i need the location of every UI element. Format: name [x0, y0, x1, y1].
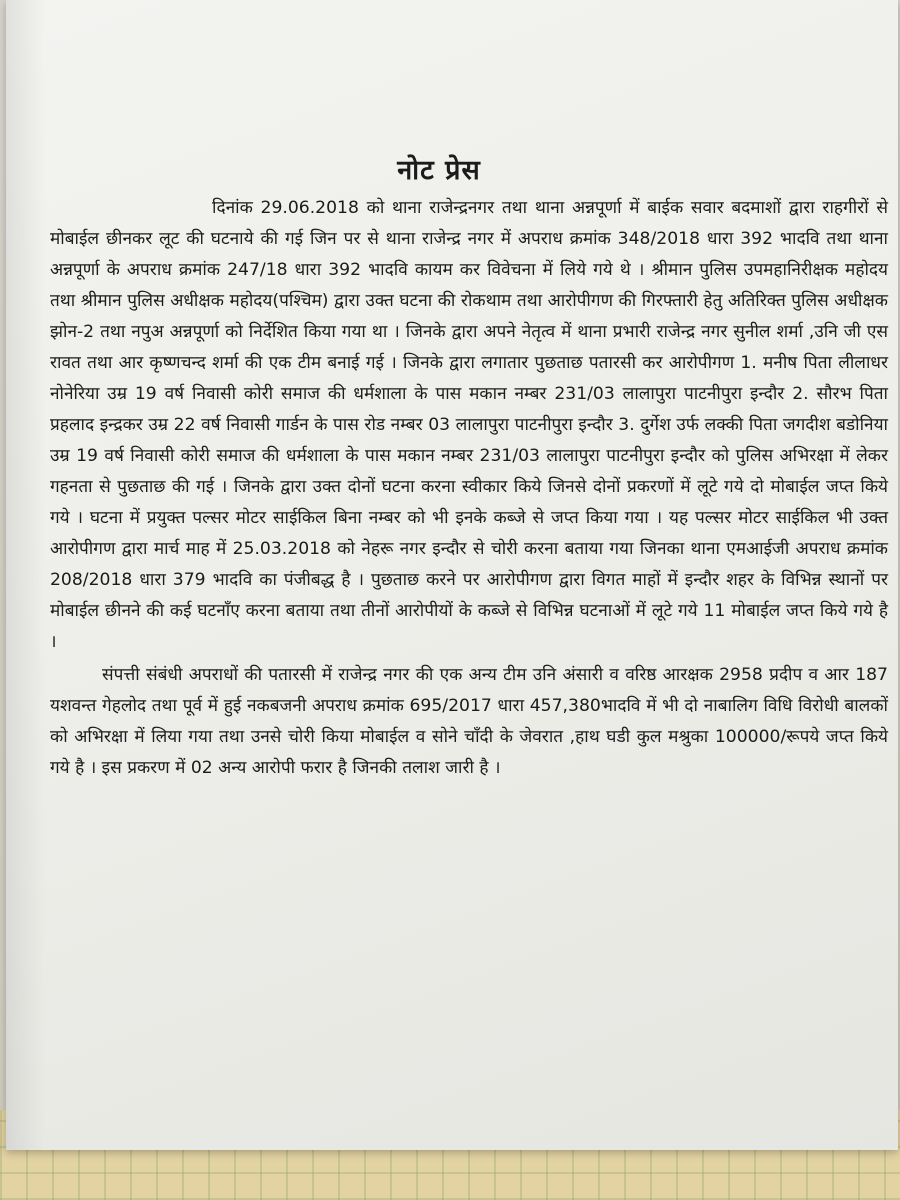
document-title: नोट प्रेस [397, 155, 481, 186]
paper-shadow [6, 0, 46, 1150]
press-note [50, 150, 888, 784]
paragraph-2: संपत्ती संबंधी अपराधों की पतारसी में राजेन्द्र नगर की एक अन्य टीम उनि अंसारी व वरिष्ठ आरक्षक 2958 प्रदीप व आर 187 यशवन्त गेहलोद तथा पूर्व में हुई नकबजनी अपराध क्रमांक 695/2017 धारा 457,380भादवि में भी दो नाबालिग विधि विरोधी बालकों को अभिरक्षा में लिया गया तथा उनसे चोरी किया मोबाईल व सोने चाँदी के जेवरात ,हाथ घडी कुल मश्रुका 100000/रूपये जप्त किये गये है । इस प्रकरण में 02 अन्य आरोपी फरार है जिनकी तलाश जारी है । [50, 665, 888, 778]
paragraph-1: दिनांक 29.06.2018 को थाना राजेन्द्रनगर तथा थाना अन्नपूर्णा में बाईक सवार बदमाशों द्वारा राहगीरों से मोबाईल छीनकर लूट की घटनाये की गई जिन पर से थाना राजेन्द्र नगर में अपराध क्रमांक 348/2018 धारा 392 भादवि तथा थाना अन्नपूर्णा के अपराध क्रमांक 247/18 धारा 392 भादवि कायम कर विवेचना में लिये गये थे । श्रीमान पुलिस उपमहानिरीक्षक महोदय तथा श्रीमान पुलिस अधीक्षक महोदय(पश्चिम) द्वारा उक्त घटना की रोकथाम तथा आरोपीगण की गिरफ्तारी हेतु अतिरिक्त पुलिस अधीक्षक झोन-2 तथा नपुअ अन्नपूर्णा को निर्देशित किया गया था । जिनके द्वारा अपने नेतृत्व में थाना प्रभारी राजेन्द्र नगर सुनील शर्मा ,उनि जी एस रावत तथा आर कृष्णचन्द शर्मा की एक टीम बनाई गई । जिनके द्वारा लगातार पुछताछ पतारसी कर आरोपीगण 1. मनीष पिता लीलाधर नोनेरिया उम्र 19 वर्ष निवासी कोरी समाज की धर्मशाला के पास मकान नम्बर 231/03 लालापुरा पाटनीपुरा इन्दौर 2. सौरभ पिता प्रहलाद इन्द्रकर उम्र 22 वर्ष निवासी गार्डन के पास रोड नम्बर 03 लालापुरा पाटनीपुरा इन्दौर 3. दुर्गेश उर्फ लक्की पिता जगदीश बडोनिया उम्र 19 वर्ष निवासी कोरी समाज की धर्मशाला के पास मकान नम्बर 231/03 लालापुरा पाटनीपुरा इन्दौर को पुलिस अभिरक्षा में लेकर गहनता से पुछताछ की गई । जिनके द्वारा उक्त दोनों घटना करना स्वीकार किये जिनसे दोनों प्रकरणों में लूटे गये दो मोबाईल जप्त किये गये । घटना में प्रयुक्त पल्सर मोटर साईकिल बिना नम्बर को भी इनके कब्जे से जप्त किया गया । यह पल्सर मोटर साईकिल भी उक्त आरोपीगण द्वारा मार्च माह में 25.03.2018 को नेहरू नगर इन्दौर से चोरी करना बताया गया जिनका थाना एमआईजी अपराध क्रमांक 208/2018 धारा 379 भादवि का पंजीबद्ध है । पुछताछ करने पर आरोपीगण द्वारा विगत माहों में इन्दौर शहर के विभिन्न स्थानों पर मोबाईल छीनने की कई घटनाँए करना बताया तथा तीनों आरोपीयों के कब्जे से विभिन्न घटनाओं में लूटे गये 11 मोबाईल जप्त किये गये है । [50, 198, 888, 652]
